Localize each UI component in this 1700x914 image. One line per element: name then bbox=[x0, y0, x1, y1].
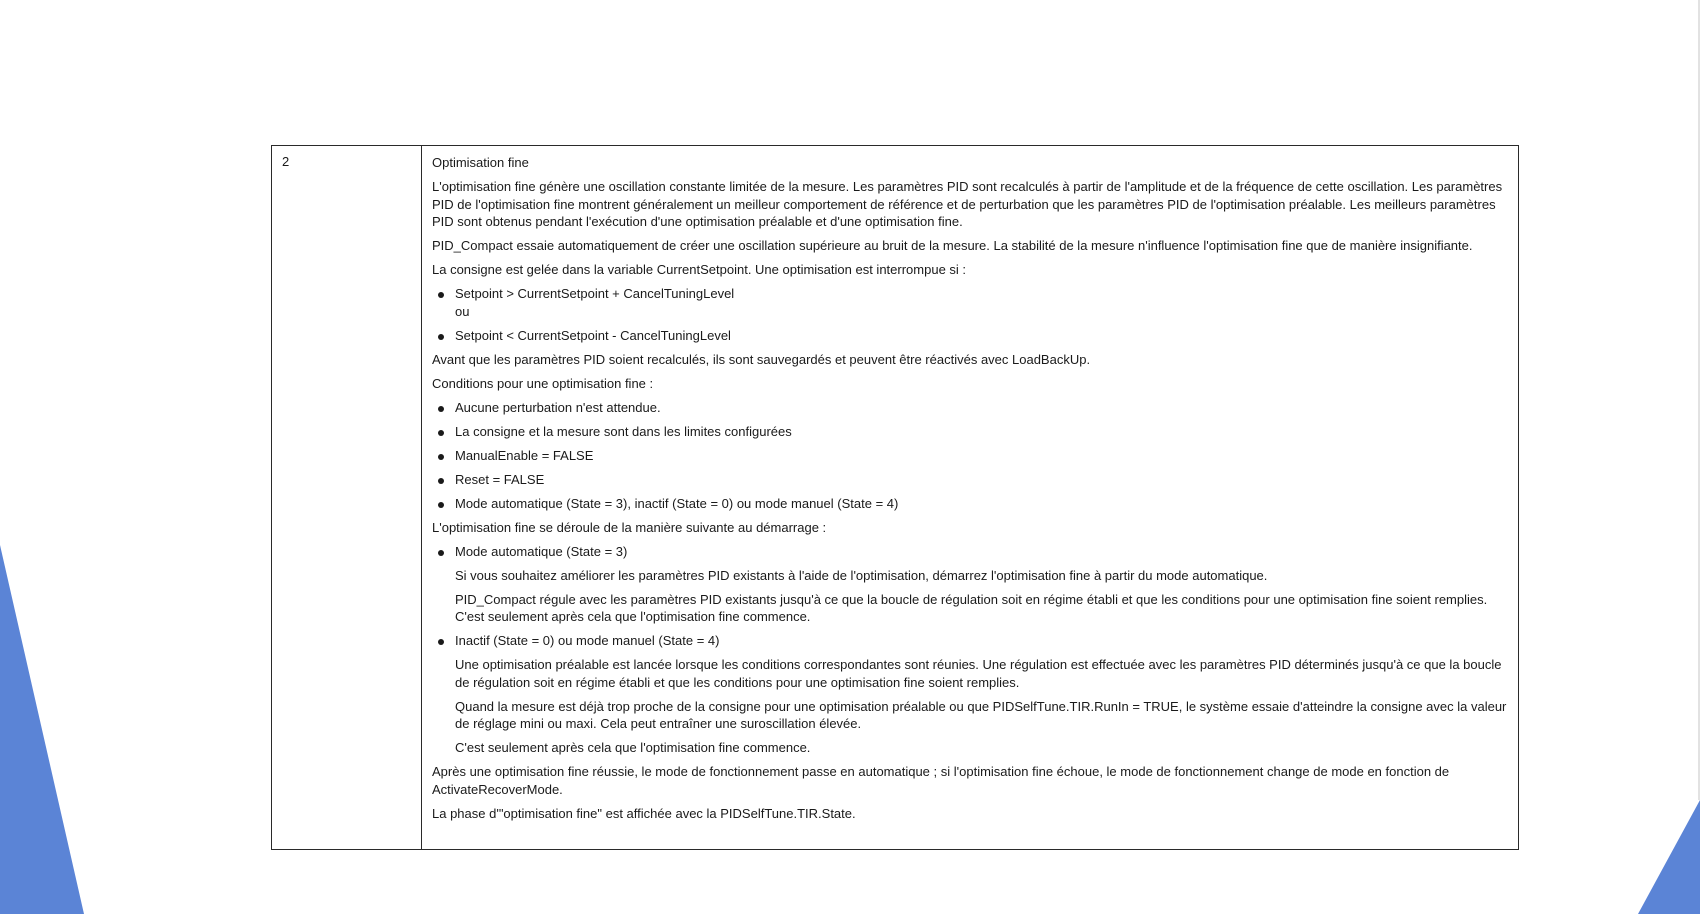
abort-condition-2: Setpoint < CurrentSetpoint - CancelTuningLevel bbox=[432, 327, 1508, 345]
auto-mode-text-2: PID_Compact régule avec les paramètres PID existants jusqu'à ce que la boucle de régulation soit en régime établi et que les conditions pour une optimisation fine soient remplies. C'est seulement après cela que l'optimisation fine commence. bbox=[455, 591, 1488, 624]
inactive-mode-text-3: C'est seulement après cela que l'optimisation fine commence. bbox=[455, 740, 811, 755]
setpoint-frozen-paragraph: La consigne est gelée dans la variable CurrentSetpoint. Une optimisation est interrompue si : bbox=[432, 262, 967, 277]
left-decoration-triangle bbox=[0, 0, 120, 914]
inactive-mode-item: Inactif (State = 0) ou mode manuel (State = 4) bbox=[432, 632, 1508, 650]
row-number: 2 bbox=[282, 154, 290, 169]
condition-item: La consigne et la mesure sont dans les limites configurées bbox=[432, 423, 1508, 441]
auto-mode-text-1: Si vous souhaitez améliorer les paramètres PID existants à l'aide de l'optimisation, démarrez l'optimisation fine à partir du mode automatique. bbox=[455, 567, 1268, 583]
intro-paragraph-1: L'optimisation fine génère une oscillation constante limitée de la mesure. Les paramètres PID sont recalculés à partir de l'amplitude et de la fréquence de cette oscillation. Les paramètres PID de l'optimisation fine montrent généralement un meilleur comportement de référence et de perturbation que les paramètres PID de l'optimisation préalable. Les meilleurs paramètres PID sont obtenus pendant l'exécution d'une optimisation préalable et d'une optimisation fine. bbox=[432, 179, 1503, 229]
startup-title: L'optimisation fine se déroule de la manière suivante au démarrage : bbox=[432, 519, 827, 535]
row-content-cell bbox=[422, 146, 1518, 849]
abort-or-text: ou bbox=[455, 303, 470, 319]
abort-condition-1 bbox=[432, 285, 1508, 320]
abort-condition-1-text: Setpoint > CurrentSetpoint + CancelTuningLevel bbox=[455, 286, 735, 301]
inactive-mode-text-2: Quand la mesure est déjà trop proche de la consigne pour une optimisation préalable ou que PIDSelfTune.TIR.RunIn = TRUE, le système essaie d'atteindre la consigne avec la valeur de réglage mini ou maxi. Cela peut entraîner une suroscillation élevée. bbox=[455, 698, 1507, 731]
document-table bbox=[271, 145, 1519, 850]
conditions-title: Conditions pour une optimisation fine : bbox=[432, 375, 654, 391]
right-decoration-triangle bbox=[1620, 0, 1700, 914]
condition-item: Mode automatique (State = 3), inactif (State = 0) ou mode manuel (State = 4) bbox=[432, 495, 1508, 513]
inactive-mode-text-1: Une optimisation préalable est lancée lorsque les conditions correspondantes sont réunies. Une régulation est effectuée avec les paramètres PID déterminés jusqu'à ce que la boucle de régulation soit en régime établi et que les conditions pour une optimisation fine soient remplies. bbox=[455, 657, 1502, 690]
phase-display-paragraph: La phase d'"optimisation fine" est affichée avec la PIDSelfTune.TIR.State. bbox=[432, 805, 856, 821]
condition-item: Aucune perturbation n'est attendue. bbox=[432, 399, 1508, 417]
row-number-cell bbox=[272, 146, 422, 849]
condition-item: Reset = FALSE bbox=[432, 471, 1508, 489]
auto-mode-item: Mode automatique (State = 3) bbox=[432, 543, 1508, 561]
condition-item: ManualEnable = FALSE bbox=[432, 447, 1508, 465]
backup-paragraph: Avant que les paramètres PID soient recalculés, ils sont sauvegardés et peuvent être réactivés avec LoadBackUp. bbox=[432, 351, 1091, 367]
section-title: Optimisation fine bbox=[432, 155, 529, 170]
after-success-paragraph: Après une optimisation fine réussie, le mode de fonctionnement passe en automatique ; si l'optimisation fine échoue, le mode de fonctionnement change de mode en fonction de ActivateRecoverMode. bbox=[432, 764, 1450, 797]
intro-paragraph-2: PID_Compact essaie automatiquement de créer une oscillation supérieure au bruit de la mesure. La stabilité de la mesure n'influence l'optimisation fine que de manière insignifiante. bbox=[432, 238, 1473, 253]
